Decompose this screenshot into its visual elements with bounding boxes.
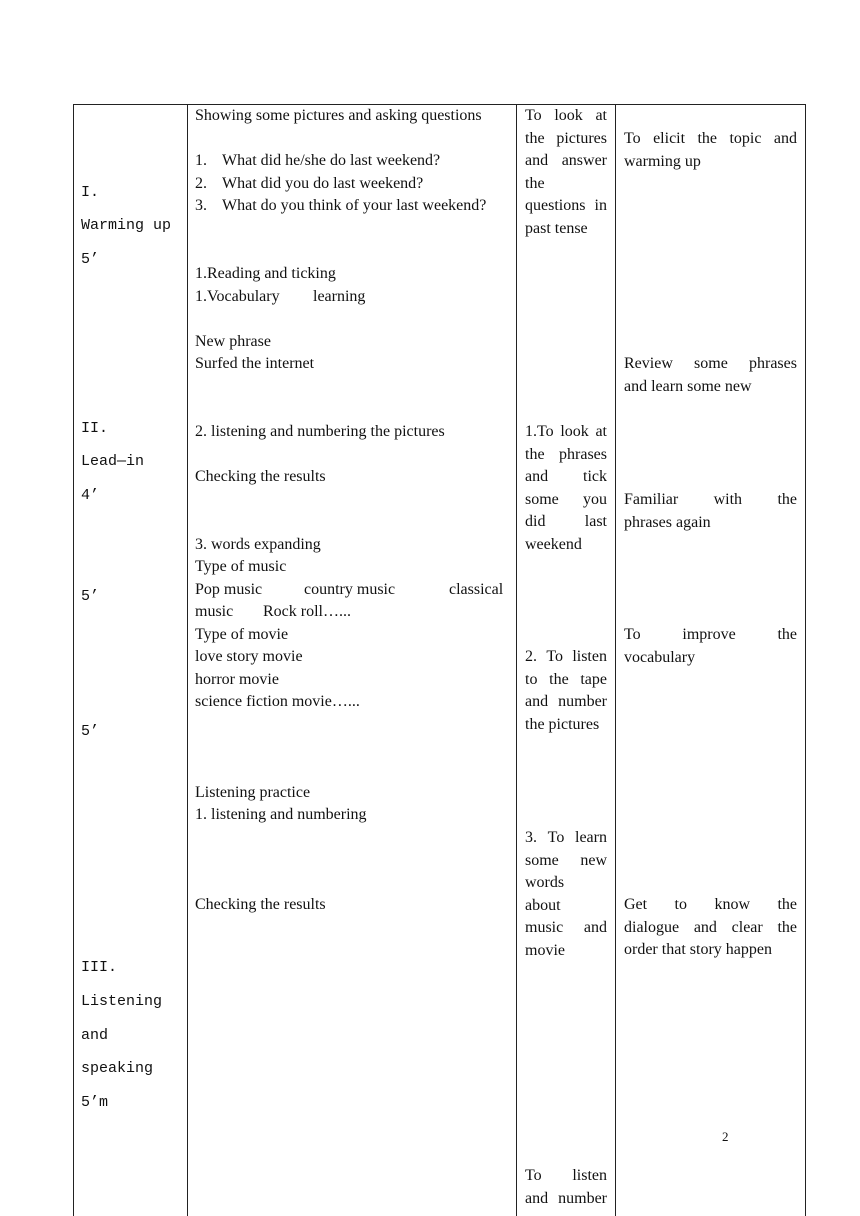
question-text: What do you think of your last weekend? — [222, 197, 487, 214]
word: topic — [729, 130, 762, 147]
purpose-block — [624, 128, 797, 173]
justified-line — [525, 691, 607, 714]
music-item: Rock roll…... — [263, 603, 351, 620]
word: pictures — [548, 715, 600, 733]
word: Familiar — [624, 491, 679, 508]
word: music — [525, 919, 564, 937]
music-item: Pop music — [195, 581, 263, 598]
movie-type-heading: Type of movie — [195, 626, 289, 643]
justified-line — [624, 128, 797, 151]
line — [525, 872, 607, 895]
word: To — [547, 829, 565, 846]
word: and — [693, 918, 717, 936]
question-text: What did he/she do last weekend? — [222, 152, 441, 169]
word: to — [525, 670, 538, 688]
word: story — [689, 941, 722, 959]
activity-listening-numbering: 1. listening and numbering — [195, 806, 367, 823]
word: did — [525, 513, 546, 531]
purpose-block — [624, 624, 797, 669]
word: dialogue — [624, 918, 680, 936]
word: 1.To — [525, 423, 554, 440]
word: To — [525, 107, 542, 124]
word: past — [525, 219, 551, 237]
word: improve — [682, 626, 736, 643]
stage-3-name-line: and — [81, 1027, 109, 1044]
justified-line — [624, 894, 797, 917]
movie-item: horror movie — [195, 671, 279, 688]
line — [624, 151, 797, 174]
line — [525, 218, 607, 241]
word: listen — [572, 1167, 607, 1184]
word: 3. — [525, 829, 537, 846]
music-item: music — [195, 603, 234, 620]
page-number: 2 — [722, 1129, 729, 1144]
word: order — [624, 941, 658, 959]
justified-line — [525, 511, 607, 534]
stage-1-time: 5’ — [81, 251, 100, 268]
word: with — [713, 491, 743, 508]
music-item: classical — [449, 581, 504, 598]
question-number: 2. — [195, 175, 207, 192]
word: the — [697, 130, 718, 147]
justified-line — [525, 917, 607, 940]
word: you — [583, 490, 607, 508]
word: again — [675, 513, 711, 531]
word: movie — [525, 941, 565, 959]
word: the — [525, 174, 545, 192]
word: that — [661, 941, 686, 959]
justified-line — [525, 669, 607, 692]
word: to — [674, 896, 687, 913]
word: in — [594, 197, 607, 215]
stage-3-name-line: Listening — [81, 993, 163, 1010]
stage-2-time: 4’ — [81, 487, 100, 504]
justified-line — [525, 195, 607, 218]
word: Get — [624, 896, 648, 913]
activity-listening-practice: Listening practice — [195, 784, 311, 801]
word: and — [525, 468, 549, 486]
justified-line — [525, 150, 607, 173]
justified-line — [525, 444, 607, 467]
stage-time: 5’ — [81, 723, 100, 740]
word: the — [777, 491, 797, 508]
justified-line — [525, 489, 607, 512]
word: at — [595, 107, 607, 124]
word: know — [714, 896, 750, 913]
justified-line — [525, 827, 607, 850]
purpose-block — [624, 353, 797, 398]
stage-2-name: Lead—in — [81, 453, 145, 470]
word: tick — [583, 468, 607, 486]
word: new — [724, 377, 752, 395]
word: 2. — [525, 648, 537, 665]
word: and — [583, 919, 607, 937]
word: about — [525, 896, 561, 914]
word: the — [777, 626, 797, 643]
word: clear — [731, 918, 763, 936]
line — [624, 512, 797, 535]
stage-3-number: III. — [81, 959, 118, 976]
new-phrase-item: Surfed the internet — [195, 355, 315, 372]
word: To — [546, 648, 563, 665]
table-border-right — [805, 104, 806, 1216]
word: To — [624, 130, 641, 147]
word: and — [773, 130, 797, 147]
word: up — [684, 152, 701, 170]
word: some — [694, 355, 728, 372]
word: To — [525, 1167, 542, 1184]
word: Review — [624, 355, 673, 372]
word: phrases — [624, 513, 672, 531]
new-phrase-heading: New phrase — [195, 333, 271, 350]
word: learn — [575, 829, 607, 846]
justified-line — [624, 353, 797, 376]
question-number: 1. — [195, 152, 207, 169]
line — [525, 940, 607, 963]
stage-time: 5’ — [81, 588, 100, 605]
word: the — [777, 918, 797, 936]
table-border-col3 — [615, 104, 616, 1216]
word: the — [777, 896, 797, 913]
word: tense — [554, 219, 588, 237]
justified-line — [624, 489, 797, 512]
line — [624, 939, 797, 962]
movie-item: love story movie — [195, 648, 303, 665]
word: happen — [725, 941, 772, 959]
purpose-block — [624, 489, 797, 534]
word: the — [525, 715, 545, 733]
justified-line — [525, 646, 607, 669]
student-block — [525, 646, 607, 736]
word: To — [624, 626, 641, 643]
line — [525, 534, 607, 557]
word: number — [558, 1189, 607, 1207]
word: vocabulary — [624, 648, 696, 666]
activity-reading-ticking: 1.Reading and ticking — [195, 265, 336, 282]
student-block — [525, 827, 607, 963]
word: and — [525, 1189, 549, 1207]
stage-1-number: I. — [81, 184, 100, 201]
justified-line — [525, 850, 607, 873]
justified-line — [525, 105, 607, 128]
question-text: What did you do last weekend? — [222, 175, 424, 192]
word: listen — [572, 648, 607, 665]
activity-checking: Checking the results — [195, 468, 326, 485]
music-type-heading: Type of music — [195, 558, 287, 575]
stage-1-name: Warming up — [81, 217, 172, 234]
word: some — [525, 490, 559, 508]
student-block — [525, 1165, 607, 1210]
justified-line — [525, 1188, 607, 1211]
word: some — [687, 377, 721, 395]
movie-item: science fiction movie…... — [195, 693, 360, 710]
purpose-block — [624, 894, 797, 962]
justified-line — [624, 624, 797, 647]
justified-line — [525, 1165, 607, 1188]
activity-listening-numbering: 2. listening and numbering the pictures — [195, 423, 445, 440]
word: elicit — [653, 130, 686, 147]
word: and — [624, 377, 648, 395]
table-border-col1 — [187, 104, 188, 1216]
line — [525, 895, 607, 918]
line — [624, 376, 797, 399]
word: warming — [624, 152, 681, 170]
justified-line — [525, 466, 607, 489]
word: number — [558, 693, 607, 711]
table-border-col2 — [516, 104, 517, 1216]
activity-words-expanding: 3. words expanding — [195, 536, 321, 553]
justified-line — [525, 128, 607, 151]
stage-3-name-line: speaking — [81, 1060, 154, 1077]
activity-checking: Checking the results — [195, 896, 326, 913]
activity-vocab-label: 1.Vocabulary — [195, 288, 280, 305]
stage-2-number: II. — [81, 420, 109, 437]
word: pictures — [556, 129, 607, 147]
word: look — [554, 107, 583, 124]
word: answer — [561, 152, 607, 170]
word: phrases — [749, 355, 797, 372]
word: at — [595, 423, 607, 440]
table-border-left — [73, 104, 74, 1216]
question-number: 3. — [195, 197, 207, 214]
line — [525, 173, 607, 196]
line — [525, 714, 607, 737]
student-block — [525, 105, 607, 241]
word: and — [525, 152, 549, 170]
word: new — [580, 851, 607, 869]
word: and — [525, 693, 549, 711]
word: look — [560, 423, 589, 440]
justified-line — [624, 917, 797, 940]
student-block — [525, 421, 607, 557]
music-item: country music — [304, 581, 396, 598]
activity-intro: Showing some pictures and asking questions — [195, 107, 482, 124]
word: the — [549, 670, 569, 688]
word: last — [584, 513, 607, 531]
word: the — [525, 445, 545, 463]
word: learn — [651, 377, 684, 395]
stage-3-time: 5’m — [81, 1094, 109, 1111]
word: tape — [580, 670, 607, 688]
word: weekend — [525, 535, 582, 553]
word: words — [525, 874, 565, 892]
line — [624, 647, 797, 670]
word: questions — [525, 197, 586, 215]
justified-line — [525, 421, 607, 444]
activity-vocab-label: learning — [313, 288, 366, 305]
word: phrases — [559, 445, 607, 463]
word: some — [525, 851, 559, 869]
word: the — [525, 129, 545, 147]
